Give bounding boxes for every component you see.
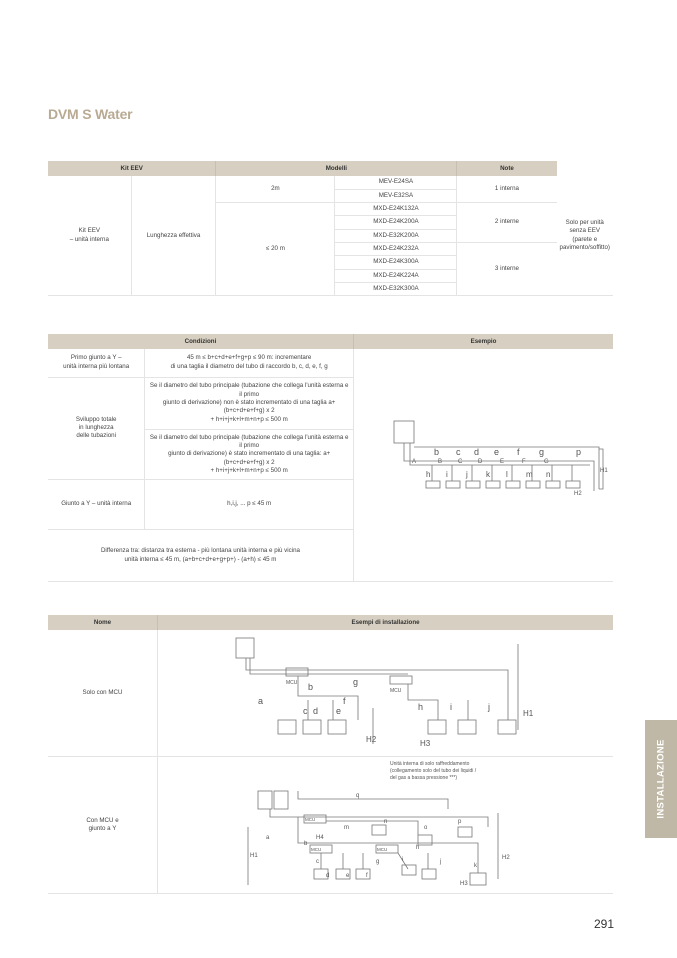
diagram-label: H4	[316, 835, 324, 841]
condition-value: 45 m ≤ b+c+d+e+f+g+p ≤ 90 m: incrementare di una taglia il diametro del tubo di raccordo b, c, d, e, f, g	[145, 349, 354, 377]
diagram-label: b	[433, 447, 439, 457]
diagram-label: H1	[599, 468, 608, 474]
diagram-label: E	[499, 459, 504, 465]
diagram-label: l	[505, 470, 508, 479]
model-cell: MXD-E32K300A	[335, 283, 457, 296]
diagram-label: h	[418, 702, 424, 712]
header-modelli: Modelli	[216, 161, 457, 176]
diagram-label: d	[313, 706, 319, 716]
install-label: Con MCU e giunto a Y	[48, 757, 158, 894]
annotation-line: (collegamento solo del tubo dei liquidi /	[390, 768, 477, 774]
diagram-label: n	[384, 819, 388, 825]
diagram-label: j	[440, 859, 442, 865]
note-cell: Solo per unità senza EEV (parete e pavimento/soffitto)	[557, 176, 613, 296]
mcu-y-joint-diagram	[158, 757, 613, 893]
diagram-label: m	[525, 470, 533, 479]
diagram-label: MCU	[377, 847, 388, 852]
diagram-label: MCU	[311, 847, 322, 852]
model-cell: MEV-E32SA	[335, 189, 457, 202]
diagram-label: H1	[250, 853, 258, 859]
model-cell: MEV-E24SA	[335, 176, 457, 189]
diagram-label: h	[416, 845, 420, 851]
header-kit-eev: Kit EEV	[48, 161, 216, 176]
outdoor-unit-icon	[258, 791, 272, 809]
diagram-label: f	[516, 447, 520, 457]
diagram-label: H2	[366, 735, 377, 744]
diagram-label: i	[402, 857, 404, 863]
outdoor-unit-icon	[394, 421, 414, 443]
header-note: Note	[457, 161, 557, 176]
diagram-label: j	[488, 702, 490, 712]
diagram-label: e	[336, 706, 342, 716]
diagram-label: H3	[420, 739, 431, 748]
diagram-label: H1	[523, 709, 534, 718]
annotation-line: del gas a bassa pressione ***)	[390, 775, 457, 781]
install-label: Solo con MCU	[48, 630, 158, 757]
outdoor-unit-icon	[236, 638, 254, 658]
mcu-box-icon	[390, 676, 412, 684]
header-condizioni: Condizioni	[48, 334, 353, 349]
diagram-label: f	[343, 696, 346, 706]
diagram-label: d	[473, 447, 479, 457]
diagram-label: g	[353, 677, 359, 687]
example-diagram-cell	[353, 349, 613, 582]
length-2m: 2m	[216, 176, 335, 202]
piping-example-diagram	[354, 349, 613, 581]
diagram-label: f	[366, 873, 368, 879]
diagram-label: i	[450, 702, 452, 712]
model-cell: MXD-E24K132A	[335, 202, 457, 215]
row-label: Kit EEV – unità interna	[48, 176, 131, 296]
diagram-label: h	[425, 470, 431, 479]
install-diagram-cell	[158, 757, 614, 894]
page-number: 291	[594, 917, 615, 931]
mcu-box-icon	[286, 668, 308, 676]
diagram-label: MCU	[390, 688, 402, 694]
diagram-label: n	[545, 470, 551, 479]
conditions-table	[48, 334, 613, 582]
diagram-label: d	[326, 873, 330, 879]
diagram-label: D	[477, 459, 483, 465]
diagram-label: k	[474, 863, 477, 869]
diagram-label: g	[376, 859, 380, 865]
diagram-label: m	[344, 825, 349, 831]
diagram-label: B	[437, 459, 442, 465]
diagram-label: G	[543, 459, 549, 465]
diagram-label: b	[308, 682, 314, 692]
diagram-label: c	[303, 706, 308, 716]
diagram-label: p	[575, 447, 581, 457]
condition-value: Se il diametro del tubo principale (tubazione che collega l'unità esterna e il primo giunto di derivazione) è stato incrementato di una taglia: a+(b+c+d+e+f+g) x 2 + h+i+j+k+l+m+n+p ≤ 500 m	[145, 430, 354, 480]
mcu-only-diagram	[158, 630, 613, 756]
condition-label: Primo giunto a Y – unità interna più lontana	[48, 349, 145, 377]
diagram-label: F	[521, 459, 526, 465]
diagram-label: A	[411, 459, 416, 465]
diagram-label: MCU	[305, 817, 316, 822]
diagram-label: H3	[460, 881, 468, 887]
length-label: Lunghezza effettiva	[131, 176, 216, 296]
condition-value: Se il diametro del tubo principale (tubazione che collega l'unità esterna e il primo giunto di derivazione) non è stato incrementato di una taglia a+(b+c+d+e+f+g) x 2 + h+i+j+k+l+m+n+p ≤ 500 m	[145, 377, 354, 430]
diagram-label: H2	[573, 491, 582, 497]
condition-label: Sviluppo totale in lunghezza delle tubazioni	[48, 377, 145, 480]
length-20m: ≤ 20 m	[216, 202, 335, 296]
header-esempi: Esempi di installazione	[158, 615, 614, 630]
diagram-label: p	[458, 819, 462, 825]
condition-value: h,i,j, ... p ≤ 45 m	[145, 480, 354, 530]
diagram-label: a	[258, 696, 264, 706]
diagram-label: g	[538, 447, 544, 457]
annotation-line: Unità interna di solo raffreddamento	[390, 761, 470, 767]
diagram-label: e	[493, 447, 499, 457]
diagram-label: j	[465, 470, 468, 479]
diagram-label: MCU	[286, 680, 298, 686]
model-cell: MXD-E32K200A	[335, 229, 457, 242]
install-diagram-cell	[158, 630, 614, 757]
diagram-label: H2	[502, 855, 510, 861]
outdoor-unit-icon	[274, 791, 288, 809]
diagram-label: C	[457, 459, 463, 465]
model-cell: MXD-E24K200A	[335, 216, 457, 229]
header-nome: Nome	[48, 615, 158, 630]
section-tab	[645, 720, 677, 838]
diagram-label: k	[485, 470, 490, 479]
diagram-label: o	[424, 825, 428, 831]
diagram-label: e	[346, 873, 350, 879]
count-cell: 2 interne	[457, 202, 557, 242]
page-title: DVM S Water	[48, 106, 133, 122]
model-cell: MXD-E24K232A	[335, 242, 457, 255]
model-cell: MXD-E24K300A	[335, 256, 457, 269]
installation-examples-table	[48, 615, 613, 894]
header-esempio: Esempio	[353, 334, 613, 349]
condition-label: Giunto a Y – unità interna	[48, 480, 145, 530]
diagram-label: b	[304, 841, 308, 847]
diagram-label: c	[455, 447, 461, 457]
count-cell: 1 interna	[457, 176, 557, 202]
condition-value: Differenza tra: distanza tra esterna - più lontana unità interna e più vicina unità interna ≤ 45 m, (a+b+c+d+e+g+p+) - (a+h) ≤ 45 m	[48, 530, 353, 582]
count-cell: 3 interne	[457, 242, 557, 295]
eev-kit-table	[48, 161, 613, 296]
diagram-annotation	[390, 761, 478, 781]
diagram-label: c	[316, 859, 319, 865]
section-tab-label: INSTALLAZIONE	[655, 739, 667, 819]
model-cell: MXD-E24K224A	[335, 269, 457, 282]
diagram-label: a	[266, 835, 270, 841]
diagram-label: q	[356, 793, 360, 799]
diagram-label: i	[445, 470, 448, 479]
